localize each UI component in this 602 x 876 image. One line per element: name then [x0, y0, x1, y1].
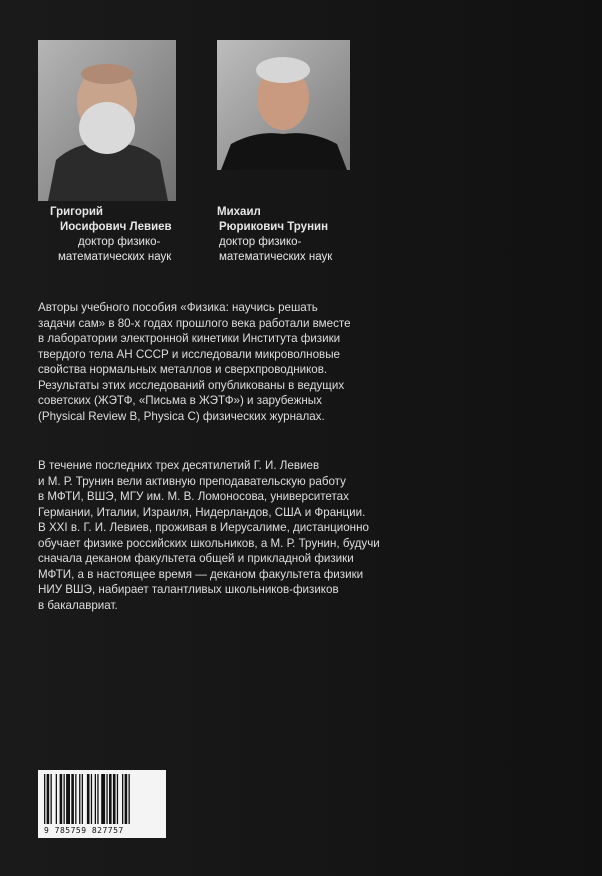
barcode-digits: 9 785759 827757 [44, 826, 124, 835]
text-line: (Physical Review B, Physica C) физических журналах. [38, 409, 325, 423]
author-caption-1 [50, 205, 172, 265]
text-line: в МФТИ, ВШЭ, МГУ им. М. В. Ломоносова, университетах [38, 490, 349, 503]
text-line: сначала деканом факультета общей и прикладной физики [38, 552, 354, 565]
author-name-line2: Рюрикович Трунин [219, 221, 329, 233]
barcode-bar [66, 774, 70, 824]
barcode-bar [82, 774, 83, 824]
author-degree-line1: доктор физико- [219, 236, 302, 248]
barcode-bar [56, 774, 57, 824]
barcode-bar [113, 774, 116, 824]
barcode-bar [60, 774, 63, 824]
barcode-bar [106, 774, 107, 824]
author-degree-line1: доктор физико- [78, 236, 161, 248]
author-degree-line2: математических наук [58, 251, 172, 263]
barcode-bar [87, 774, 90, 824]
barcode-bars [38, 770, 166, 826]
text-line: в лаборатории электронной кинетики Института физики [38, 332, 341, 345]
barcode-bar [71, 774, 74, 824]
barcode-bar [44, 774, 45, 824]
author-name-line1: Михаил [217, 206, 261, 218]
barcode-bar [47, 774, 50, 824]
barcode-bar [101, 774, 105, 824]
barcode-bar [117, 774, 118, 824]
author-caption-2 [217, 205, 332, 265]
barcode-bar [64, 774, 65, 824]
text-line: и М. Р. Трунин вели активную преподавательскую работу [38, 474, 346, 488]
author-degree-line2: математических наук [219, 251, 333, 263]
barcode-bar [95, 774, 96, 824]
author-name-line1: Григорий [50, 206, 104, 218]
text-line: Авторы учебного пособия «Физика: научись решать [38, 301, 318, 314]
text-line: НИУ ВШЭ, набирает талантливых школьников-физиков [38, 583, 339, 596]
text-line: Результаты этих исследований опубликованы в ведущих [38, 378, 345, 392]
paragraph-authors-teaching [38, 458, 438, 613]
text-line: свойства нормальных металлов и сверхпроводников. [38, 363, 328, 376]
text-line: В XXI в. Г. И. Левиев, проживая в Иерусалиме, дистанционно [38, 521, 369, 534]
author-photo-trunin [217, 40, 350, 170]
barcode-bar [125, 774, 128, 824]
text-line: в бакалавриат. [38, 598, 118, 612]
barcode-bar [91, 774, 92, 824]
barcode-bar [79, 774, 80, 824]
author-photo-leviev [38, 40, 176, 201]
isbn-barcode [38, 770, 166, 838]
text-line: задачи сам» в 80-х годах прошлого века работали вместе [38, 316, 351, 330]
barcode-bar [129, 774, 130, 824]
text-line: В течение последних трех десятилетий Г. И. Левиев [38, 459, 320, 472]
barcode-bar [51, 774, 52, 824]
text-line: МФТИ, а в настоящее время — деканом факультета физики [38, 567, 364, 581]
text-line: обучает физике российских школьников, а М. Р. Трунин, будучи [38, 536, 380, 550]
text-line: советских (ЖЭТФ, «Письма в ЖЭТФ») и зарубежных [38, 394, 322, 407]
barcode-bar [122, 774, 123, 824]
paragraph-authors-research [38, 300, 438, 424]
barcode-bar [109, 774, 112, 824]
text-line: Германии, Италии, Израиля, Нидерландов, США и Франции. [38, 505, 366, 519]
barcode-bar [97, 774, 98, 824]
author-name-line2: Иосифович Левиев [60, 221, 172, 233]
text-line: твердого тела АН СССР и исследовали микроволновые [38, 347, 340, 361]
barcode-bar [75, 774, 76, 824]
